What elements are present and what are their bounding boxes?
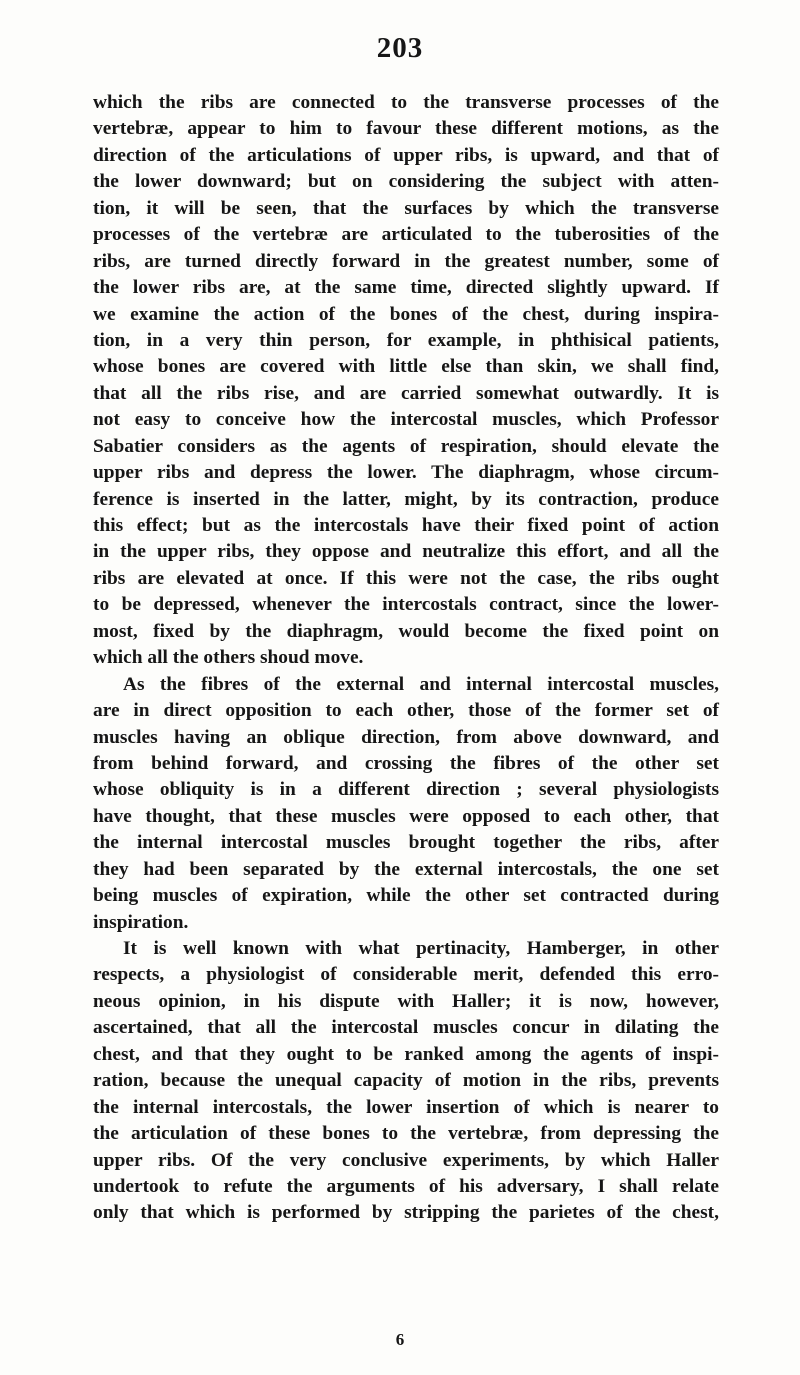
paragraph-end-line: which all the others shoud move. xyxy=(93,647,364,669)
text-line: they had been separated by the external intercostals, the one set xyxy=(93,858,719,880)
text-line: the internal intercostal muscles brought together the ribs, after xyxy=(93,832,719,854)
text-line: from behind forward, and crossing the fibres of the other set xyxy=(93,752,719,774)
text-line: upper ribs and depress the lower. The diaphragm, whose circum- xyxy=(93,462,719,484)
text-line: ascertained, that all the intercostal muscles concur in dilating the xyxy=(93,1017,719,1039)
text-line: most, fixed by the diaphragm, would become the fixed point on xyxy=(93,620,719,642)
text-line: neous opinion, in his dispute with Haller; it is now, however, xyxy=(93,990,719,1012)
text-line: this effect; but as the intercostals have their fixed point of action xyxy=(93,515,719,536)
text-line: which the ribs are connected to the transverse processes of the xyxy=(93,92,719,113)
text-line: to be depressed, whenever the intercostals contract, since the lower- xyxy=(93,594,719,616)
text-line: respects, a physiologist of considerable merit, defended this erro- xyxy=(93,964,719,986)
paragraph-end-line: inspiration. xyxy=(93,911,189,933)
page-number: 203 xyxy=(376,32,424,64)
text-line: tion, it will be seen, that the surfaces by which the transverse xyxy=(93,197,719,219)
text-line: being muscles of expiration, while the other set contracted during xyxy=(93,885,719,907)
text-line: undertook to refute the arguments of his adversary, I shall relate xyxy=(93,1175,719,1197)
text-line: only that which is performed by stripping the parietes of the chest, xyxy=(93,1202,719,1224)
text-line: the lower downward; but on considering the subject with atten- xyxy=(93,171,719,193)
text-line: are in direct opposition to each other, those of the former set of xyxy=(93,700,719,722)
text-line: tion, in a very thin person, for example, in phthisical patients, xyxy=(93,329,719,351)
text-line: the lower ribs are, at the same time, directed slightly upward. If xyxy=(93,277,719,299)
text-line: vertebræ, appear to him to favour these different motions, as the xyxy=(93,118,719,140)
text-line: direction of the articulations of upper ribs, is upward, and that of xyxy=(93,144,719,166)
text-line: that all the ribs rise, and are carried somewhat outwardly. It is xyxy=(93,382,719,404)
text-line: ration, because the unequal capacity of motion in the ribs, prevents xyxy=(93,1070,719,1092)
text-line: whose obliquity is in a different direction ; several physiologists xyxy=(93,779,719,801)
text-line: the articulation of these bones to the vertebræ, from depressing the xyxy=(93,1123,719,1145)
text-line: ribs, are turned directly forward in the greatest number, some of xyxy=(93,250,719,272)
text-line: chest, and that they ought to be ranked among the agents of inspi- xyxy=(93,1043,719,1065)
text-line: we examine the action of the bones of the chest, during inspira- xyxy=(93,303,719,325)
paragraph-start-line: As the fibres of the external and internal intercostal muscles, xyxy=(123,673,719,695)
signature-mark: 6 xyxy=(395,1330,405,1349)
text-line: muscles having an oblique direction, from above downward, and xyxy=(93,726,719,748)
text-line: ribs are elevated at once. If this were not the case, the ribs ought xyxy=(93,567,719,589)
text-line: not easy to conceive how the intercostal muscles, which Professor xyxy=(93,409,719,431)
text-line: upper ribs. Of the very conclusive experiments, by which Haller xyxy=(93,1149,719,1171)
text-line: whose bones are covered with little else than skin, we shall find, xyxy=(93,356,719,378)
text-line: ference is inserted in the latter, might, by its contraction, produce xyxy=(93,488,719,510)
text-line: in the upper ribs, they oppose and neutralize this effort, and all the xyxy=(93,541,719,563)
paragraph-start-line: It is well known with what pertinacity, Hamberger, in other xyxy=(123,938,719,959)
text-line: the internal intercostals, the lower insertion of which is nearer to xyxy=(93,1096,719,1118)
text-line: processes of the vertebræ are articulated to the tuberosities of the xyxy=(93,224,719,246)
text-line: have thought, that these muscles were opposed to each other, that xyxy=(93,805,719,827)
text-line: Sabatier considers as the agents of respiration, should elevate the xyxy=(93,435,719,457)
body-text xyxy=(93,90,719,1227)
